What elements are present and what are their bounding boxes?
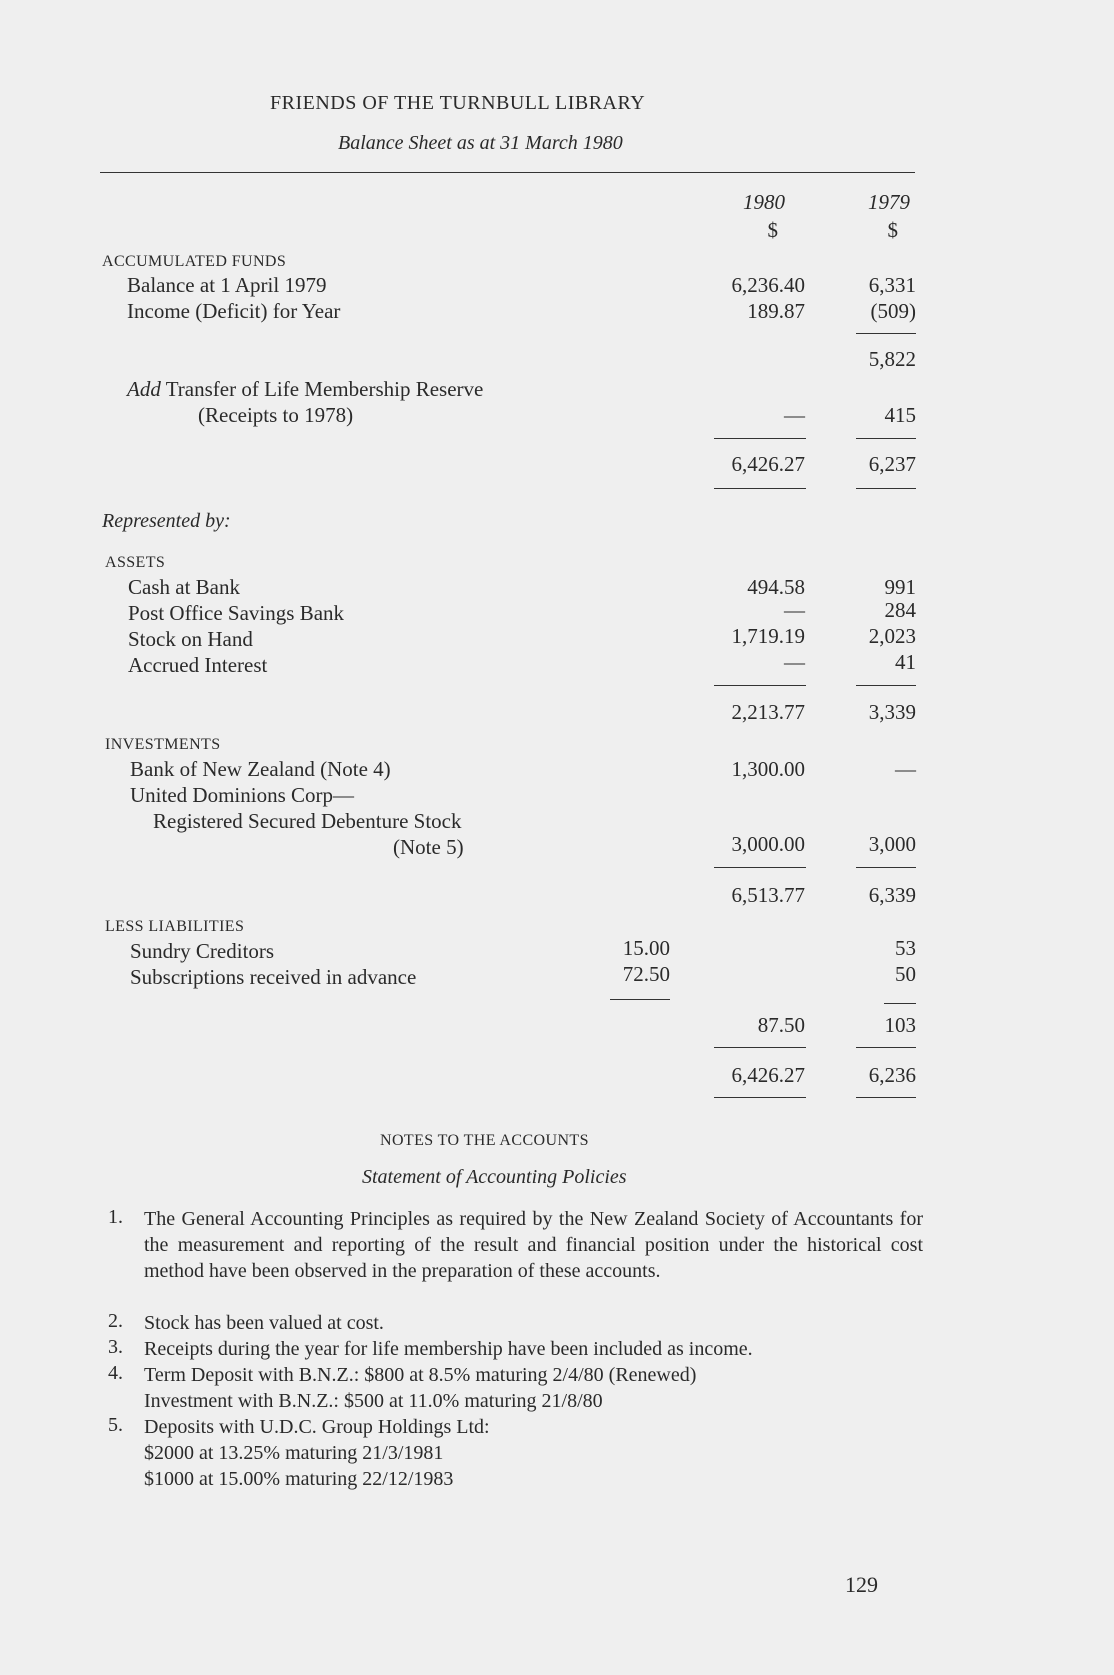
- note-item: [108, 1362, 923, 1414]
- asset-1980: 494.58: [747, 575, 805, 599]
- subs-amount: 72.50: [622, 962, 670, 986]
- note-text: Term Deposit with B.N.Z.: $800 at 8.5% maturing 2/4/80 (Renewed): [144, 1364, 697, 1386]
- transfer-1979: 415: [884, 403, 916, 427]
- page-number: 129: [845, 1572, 878, 1597]
- rule-1980: [714, 488, 806, 489]
- note-number: 3.: [108, 1336, 123, 1358]
- balance-label: Balance at 1 April 1979: [127, 273, 327, 297]
- liabilities-heading: LESS LIABILITIES: [105, 918, 245, 935]
- udc-label: United Dominions Corp—: [130, 783, 354, 807]
- page-title: FRIENDS OF THE TURNBULL LIBRARY: [270, 92, 646, 114]
- rule-1979: [856, 685, 916, 686]
- income-1979: (509): [870, 299, 916, 323]
- note-number: 1.: [108, 1206, 123, 1228]
- transfer-1980: —: [784, 403, 805, 427]
- bnz-label: Bank of New Zealand (Note 4): [130, 757, 391, 781]
- udc-1980: 3,000.00: [731, 832, 805, 856]
- udc-label-2: Registered Secured Debenture Stock: [153, 809, 462, 833]
- udc-label-3: (Note 5): [393, 835, 464, 859]
- investments-total-1979: 6,339: [868, 883, 916, 907]
- rule-1980: [714, 867, 806, 868]
- asset-label: Accrued Interest: [128, 653, 268, 677]
- subtotal-rule-1979: [856, 333, 916, 334]
- asset-1980: —: [784, 598, 805, 622]
- net-total-1980: 6,426.27: [731, 1063, 805, 1087]
- rule-1979: [856, 867, 916, 868]
- net-total-1979: 6,236: [868, 1063, 916, 1087]
- rule-1980: [714, 1047, 806, 1048]
- rule-1979: [884, 1003, 916, 1004]
- asset-1980: 1,719.19: [731, 624, 805, 648]
- note-item: [108, 1336, 923, 1362]
- rule-liabilities-subtotal: [610, 999, 670, 1000]
- asset-label: Stock on Hand: [128, 627, 253, 651]
- accumulated-total-1980: 6,426.27: [731, 452, 805, 476]
- accumulated-funds-heading: ACCUMULATED FUNDS: [102, 253, 287, 270]
- note-item: [108, 1310, 923, 1336]
- rule-1979: [856, 438, 916, 439]
- asset-label: Post Office Savings Bank: [128, 601, 345, 625]
- note-text: $1000 at 15.00% maturing 22/12/1983: [144, 1468, 454, 1490]
- assets-total-1980: 2,213.77: [731, 700, 805, 724]
- column-year-1980: 1980: [743, 190, 785, 214]
- asset-1980: —: [784, 650, 805, 674]
- investments-heading: INVESTMENTS: [105, 736, 221, 753]
- asset-1979: 991: [884, 575, 916, 599]
- transfer-label-2: (Receipts to 1978): [198, 403, 354, 427]
- income-label: Income (Deficit) for Year: [127, 299, 341, 323]
- note-text: Deposits with U.D.C. Group Holdings Ltd:: [144, 1416, 490, 1438]
- creditors-1979: 53: [895, 936, 916, 960]
- rule-1979: [856, 1097, 916, 1098]
- page-subtitle: Balance Sheet as at 31 March 1980: [338, 132, 623, 154]
- note-text: $2000 at 13.25% maturing 21/3/1981: [144, 1442, 444, 1464]
- column-year-1979: 1979: [868, 190, 910, 214]
- balance-1980: 6,236.40: [731, 273, 805, 297]
- asset-1979: 41: [895, 650, 916, 674]
- assets-total-1979: 3,339: [868, 700, 916, 724]
- subs-1979: 50: [895, 962, 916, 986]
- note-text: Receipts during the year for life membership have been included as income.: [144, 1338, 753, 1360]
- creditors-label: Sundry Creditors: [130, 939, 275, 963]
- bnz-1980: 1,300.00: [731, 757, 805, 781]
- note-number: 5.: [108, 1414, 123, 1436]
- column-currency-1980: $: [767, 218, 778, 242]
- assets-heading: ASSETS: [105, 554, 166, 571]
- balance-1979: 6,331: [868, 273, 916, 297]
- asset-1979: 284: [884, 598, 916, 622]
- subtotal-1979: 5,822: [868, 347, 916, 371]
- income-1980: 189.87: [747, 299, 805, 323]
- liabilities-total-1980: 87.50: [757, 1013, 805, 1037]
- creditors-amount: 15.00: [622, 936, 670, 960]
- transfer-text: Transfer of Life Membership Reserve: [160, 377, 484, 401]
- rule-1979: [856, 1047, 916, 1048]
- rule-1980: [714, 685, 806, 686]
- note-number: 4.: [108, 1362, 123, 1384]
- rule-1980: [714, 1097, 806, 1098]
- notes-heading: NOTES TO THE ACCOUNTS: [380, 1132, 589, 1149]
- liabilities-total-1979: 103: [884, 1013, 916, 1037]
- asset-1979: 2,023: [868, 624, 916, 648]
- rule-1980: [714, 438, 806, 439]
- note-text: Stock has been valued at cost.: [144, 1312, 384, 1334]
- note-text: The General Accounting Principles as required by the New Zealand Society of Accountants for the measurement and reporting of the result and financial position under the historical cost method have been observed in the preparation of these accounts.: [144, 1208, 923, 1282]
- transfer-label: [127, 377, 483, 402]
- bnz-1979: —: [895, 757, 916, 781]
- subs-label: Subscriptions received in advance: [130, 965, 417, 989]
- represented-by: Represented by:: [102, 510, 231, 532]
- udc-1979: 3,000: [868, 832, 916, 856]
- add-word: Add: [127, 377, 161, 401]
- note-item: [108, 1206, 923, 1284]
- note-text: Investment with B.N.Z.: $500 at 11.0% maturing 21/8/80: [144, 1390, 603, 1412]
- note-number: 2.: [108, 1310, 123, 1332]
- notes-subheading: Statement of Accounting Policies: [362, 1166, 627, 1188]
- column-currency-1979: $: [887, 218, 898, 242]
- accumulated-total-1979: 6,237: [868, 452, 916, 476]
- investments-total-1980: 6,513.77: [731, 883, 805, 907]
- rule-1979: [856, 488, 916, 489]
- header-rule: [100, 172, 915, 173]
- asset-label: Cash at Bank: [128, 575, 240, 599]
- note-item: [108, 1414, 923, 1492]
